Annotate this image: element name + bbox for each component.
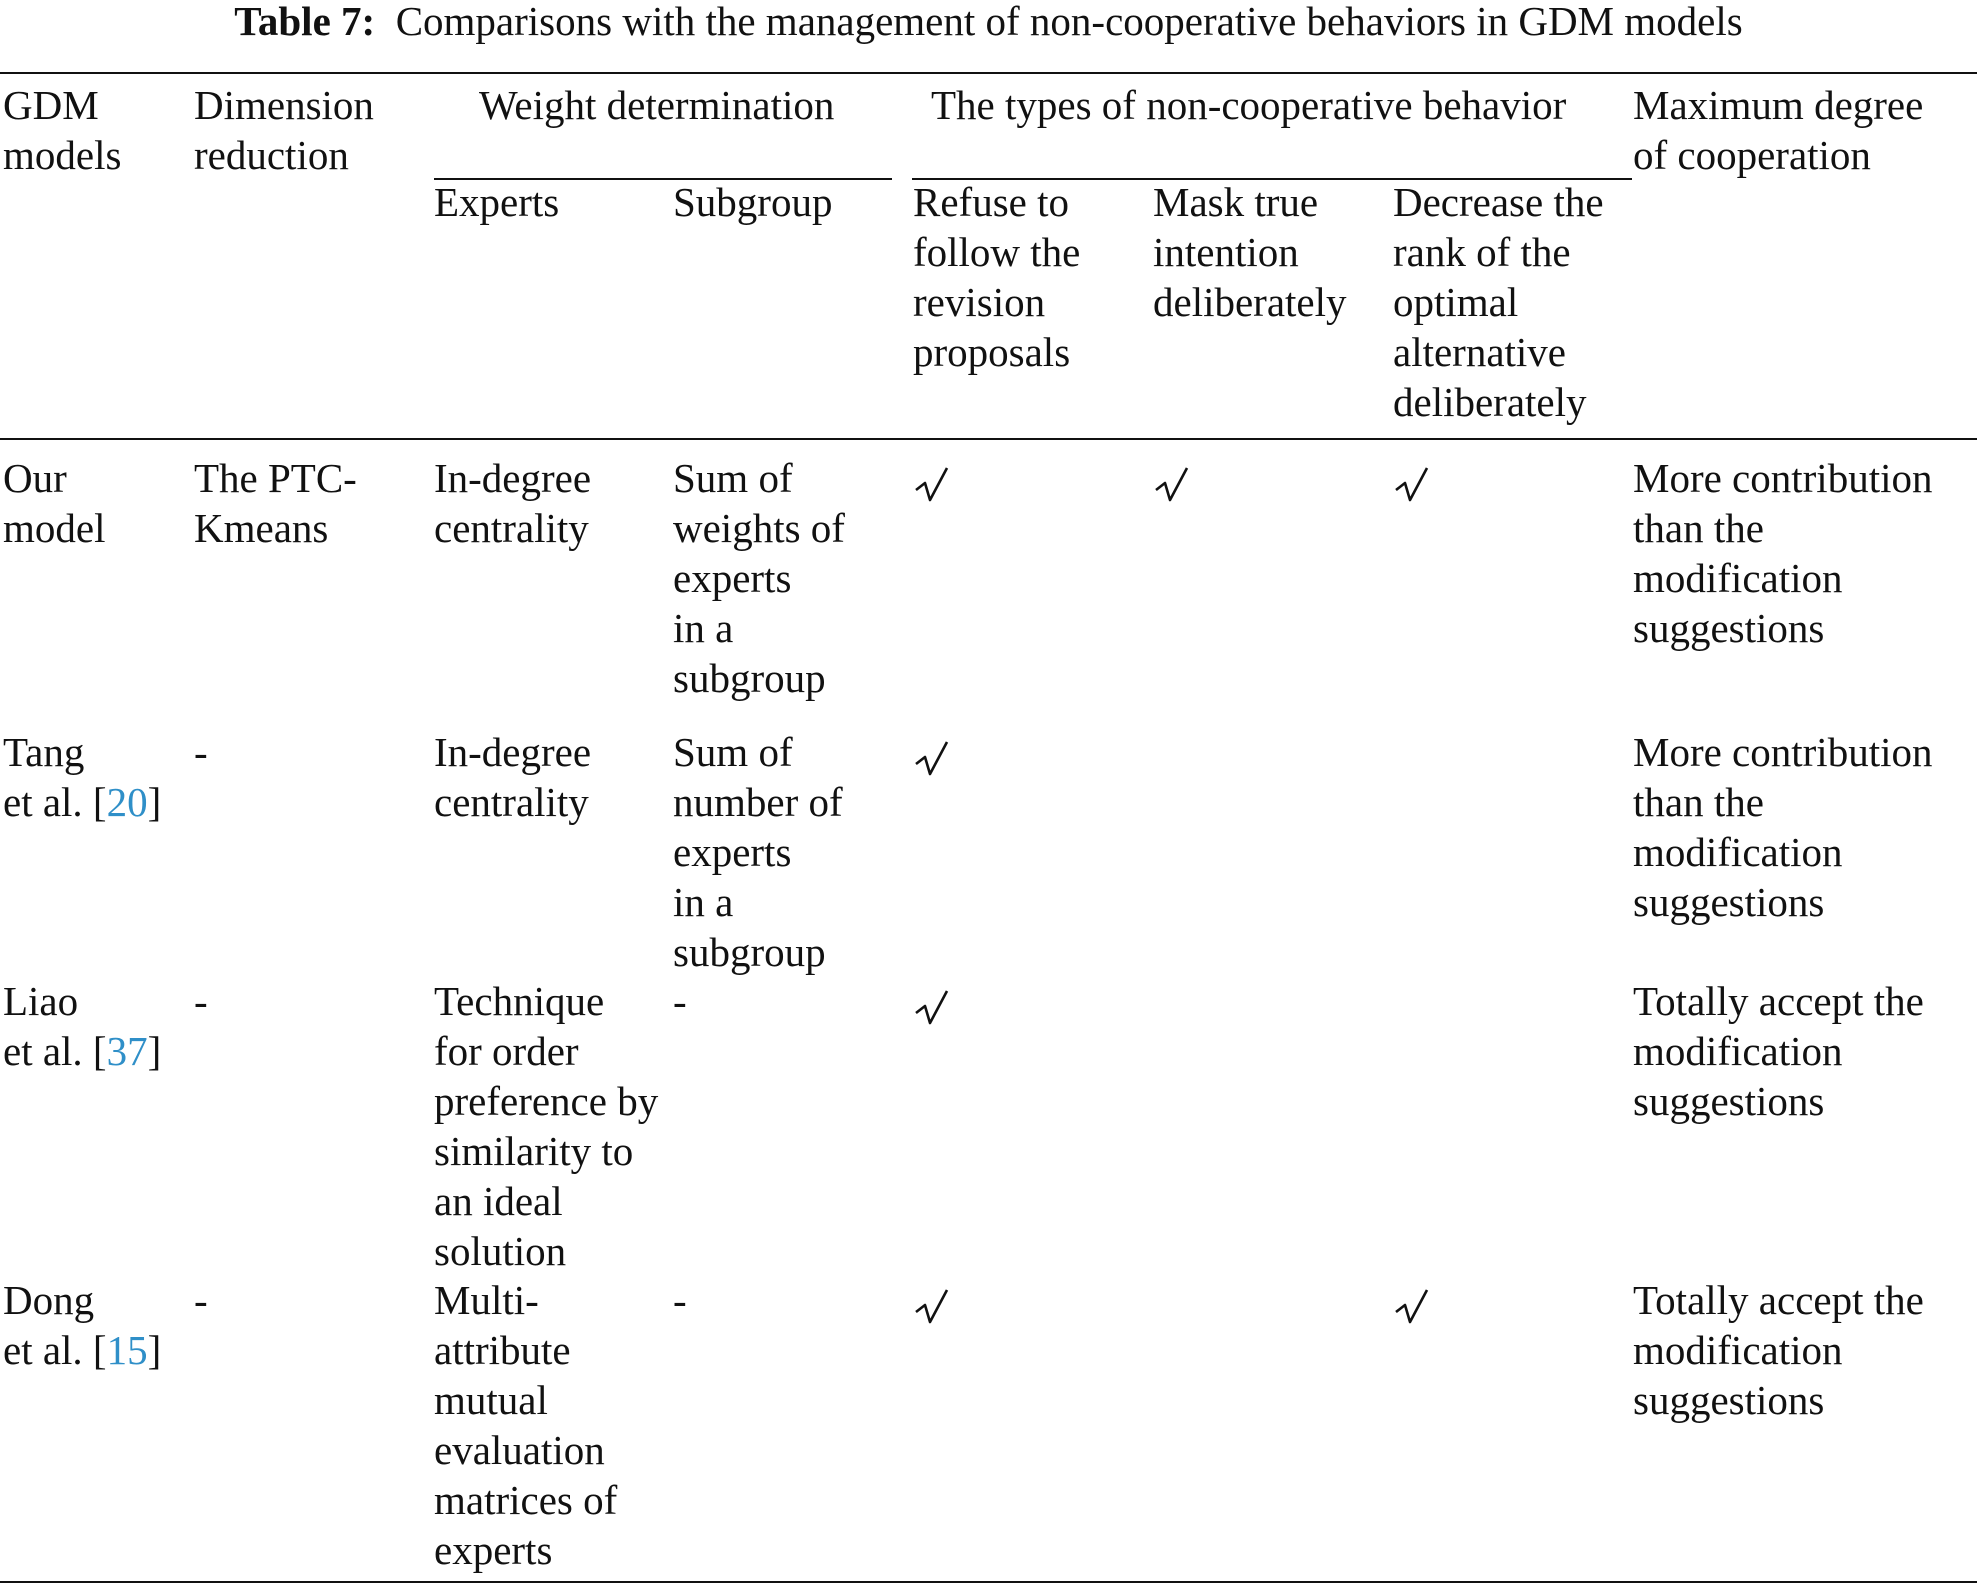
row3-maxcoop-1: Totally accept the	[1633, 978, 1924, 1024]
row3-experts-2: for order	[434, 1028, 579, 1074]
row4-experts-4: evaluation	[434, 1427, 605, 1473]
row4-experts-3: mutual	[434, 1377, 548, 1423]
row1-subgroup-1: Sum of	[673, 455, 793, 501]
header-decrease-3: optimal	[1393, 279, 1519, 325]
caption-text: Comparisons with the management of non-cooperative behaviors in GDM models	[395, 0, 1743, 44]
header-max-coop-1: Maximum degree	[1633, 82, 1924, 128]
header-gdm-models-2: models	[3, 132, 122, 178]
row2-subgroup-2: number of	[673, 779, 843, 825]
header-refuse-3: revision	[913, 279, 1046, 325]
row4-dim: -	[194, 1277, 208, 1323]
header-gdm-models-1: GDM	[3, 82, 99, 128]
header-dimension-reduction-1: Dimension	[194, 82, 374, 128]
row3-subgroup: -	[673, 978, 687, 1024]
row2-maxcoop-1: More contribution	[1633, 729, 1933, 775]
row3-experts-3: preference by	[434, 1078, 659, 1124]
header-weight-determination: Weight determination	[479, 82, 835, 128]
row4-model-1: Dong	[3, 1277, 95, 1323]
bottom-rule	[0, 1581, 1977, 1583]
row3-model-1: Liao	[3, 978, 79, 1024]
row1-experts-2: centrality	[434, 505, 589, 551]
row1-model-1: Our	[3, 455, 67, 501]
header-mask-1: Mask true	[1153, 179, 1319, 225]
row3-model-2: et al. [37]	[3, 1028, 162, 1074]
row1-model-2: model	[3, 505, 106, 551]
table-caption	[0, 0, 1977, 46]
row3-experts-5: an ideal	[434, 1178, 563, 1224]
row3-citation-link[interactable]: 37	[106, 1028, 148, 1074]
row3-experts-4: similarity to	[434, 1128, 634, 1174]
row4-refuse-check-icon	[914, 1288, 950, 1332]
row2-subgroup-4: in a	[673, 879, 734, 925]
row4-maxcoop-3: suggestions	[1633, 1377, 1825, 1423]
row4-experts-5: matrices of	[434, 1477, 618, 1523]
row1-subgroup-5: subgroup	[673, 655, 826, 701]
row2-subgroup-3: experts	[673, 829, 792, 875]
row4-decrease-check-icon	[1394, 1288, 1430, 1332]
header-decrease-5: deliberately	[1393, 379, 1587, 425]
row4-maxcoop-1: Totally accept the	[1633, 1277, 1924, 1323]
row3-experts-1: Technique	[434, 978, 605, 1024]
row3-dim: -	[194, 978, 208, 1024]
row2-model-2: et al. [20]	[3, 779, 162, 825]
row2-dim: -	[194, 729, 208, 775]
row3-maxcoop-3: suggestions	[1633, 1078, 1825, 1124]
row2-maxcoop-4: suggestions	[1633, 879, 1825, 925]
row2-refuse-check-icon	[914, 740, 950, 784]
row2-maxcoop-3: modification	[1633, 829, 1843, 875]
row4-experts-2: attribute	[434, 1327, 571, 1373]
header-decrease-4: alternative	[1393, 329, 1567, 375]
row2-experts-2: centrality	[434, 779, 589, 825]
row1-mask-check-icon	[1154, 466, 1190, 510]
row4-experts-6: experts	[434, 1527, 553, 1573]
row2-citation-link[interactable]: 20	[106, 779, 148, 825]
row1-maxcoop-4: suggestions	[1633, 605, 1825, 651]
row1-subgroup-3: experts	[673, 555, 792, 601]
header-decrease-1: Decrease the	[1393, 179, 1604, 225]
row2-subgroup-5: subgroup	[673, 929, 826, 975]
row1-experts-1: In-degree	[434, 455, 592, 501]
header-max-coop-2: of cooperation	[1633, 132, 1871, 178]
header-decrease-2: rank of the	[1393, 229, 1571, 275]
row2-subgroup-1: Sum of	[673, 729, 793, 775]
header-refuse-1: Refuse to	[913, 179, 1069, 225]
header-refuse-2: follow the	[913, 229, 1081, 275]
row4-citation-link[interactable]: 15	[106, 1327, 148, 1373]
row4-model-2: et al. [15]	[3, 1327, 162, 1373]
row2-experts-1: In-degree	[434, 729, 592, 775]
row1-dim-1: The PTC-	[194, 455, 357, 501]
row1-maxcoop-2: than the	[1633, 505, 1764, 551]
row4-subgroup: -	[673, 1277, 687, 1323]
row1-subgroup-4: in a	[673, 605, 734, 651]
top-rule	[0, 72, 1977, 74]
row3-refuse-check-icon	[914, 989, 950, 1033]
header-dimension-reduction-2: reduction	[194, 132, 349, 178]
caption-label: Table 7:	[234, 0, 376, 44]
row4-experts-1: Multi-	[434, 1277, 539, 1323]
row2-maxcoop-2: than the	[1633, 779, 1764, 825]
row1-refuse-check-icon	[914, 466, 950, 510]
header-mask-3: deliberately	[1153, 279, 1347, 325]
row1-subgroup-2: weights of	[673, 505, 845, 551]
header-noncoop-types: The types of non-cooperative behavior	[931, 82, 1567, 128]
row2-model-1: Tang	[3, 729, 85, 775]
row1-dim-2: Kmeans	[194, 505, 329, 551]
header-bottom-rule	[0, 438, 1977, 440]
header-refuse-4: proposals	[913, 329, 1071, 375]
row1-maxcoop-1: More contribution	[1633, 455, 1933, 501]
header-mask-2: intention	[1153, 229, 1299, 275]
row3-maxcoop-2: modification	[1633, 1028, 1843, 1074]
row4-maxcoop-2: modification	[1633, 1327, 1843, 1373]
header-experts: Experts	[434, 179, 560, 225]
row1-maxcoop-3: modification	[1633, 555, 1843, 601]
row1-decrease-check-icon	[1394, 466, 1430, 510]
row3-experts-6: solution	[434, 1228, 567, 1274]
header-subgroup: Subgroup	[673, 179, 833, 225]
